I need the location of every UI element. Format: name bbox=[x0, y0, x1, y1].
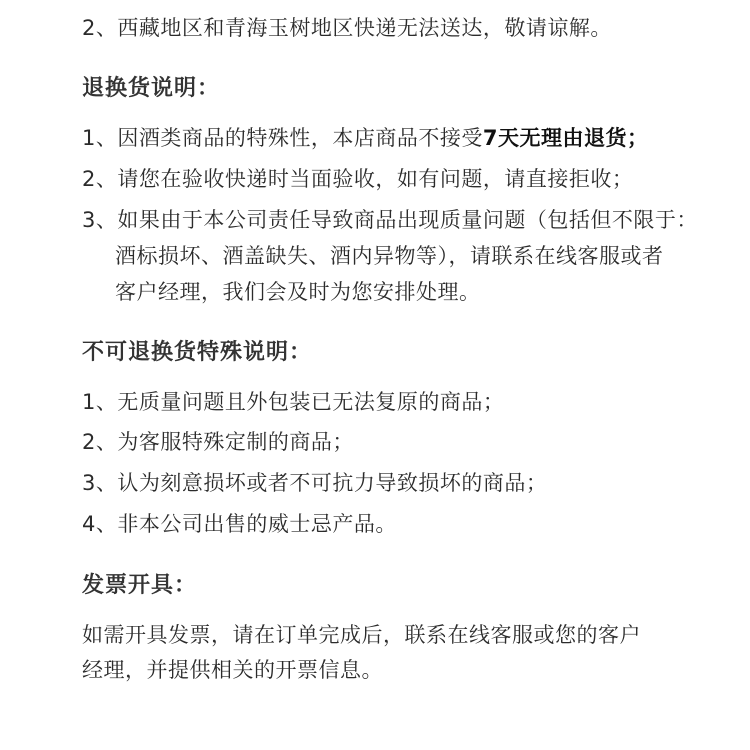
return-policy-item-2: 2、请您在验收快递时当面验收，如有问题，请直接拒收； bbox=[82, 167, 634, 191]
return-policy-item-1 bbox=[82, 124, 648, 152]
return-policy-item-1-text: 1、因酒类商品的特殊性，本店商品不接受 bbox=[82, 126, 483, 150]
return-policy-heading: 退换货说明： bbox=[82, 76, 221, 101]
return-policy-item-3-line-2: 酒标损坏、酒盖缺失、酒内异物等），请联系在线客服或者 bbox=[115, 244, 664, 268]
invoice-line-2: 经理，并提供相关的开票信息。 bbox=[82, 658, 383, 682]
non-return-item-1: 1、无质量问题且外包装已无法复原的商品； bbox=[82, 390, 505, 414]
return-policy-item-3-line-3: 客户经理，我们会及时为您安排处理。 bbox=[115, 280, 481, 304]
return-policy-item-3-line-1: 3、如果由于本公司责任导致商品出现质量问题（包括但不限于： bbox=[82, 208, 698, 232]
return-policy-item-1-bold: 7天无理由退货； bbox=[482, 126, 649, 150]
invoice-heading: 发票开具： bbox=[82, 573, 198, 598]
non-return-item-4: 4、非本公司出售的威士忌产品。 bbox=[82, 512, 397, 536]
invoice-line-1: 如需开具发票，请在订单完成后，联系在线客服或您的客户 bbox=[82, 623, 641, 647]
intro-item-2: 2、西藏地区和青海玉树地区快递无法送达，敬请谅解。 bbox=[82, 16, 612, 40]
non-return-item-2: 2、为客服特殊定制的商品； bbox=[82, 430, 354, 454]
non-return-heading: 不可退换货特殊说明： bbox=[82, 340, 313, 365]
non-return-item-3: 3、认为刻意损坏或者不可抗力导致损坏的商品； bbox=[82, 471, 548, 495]
